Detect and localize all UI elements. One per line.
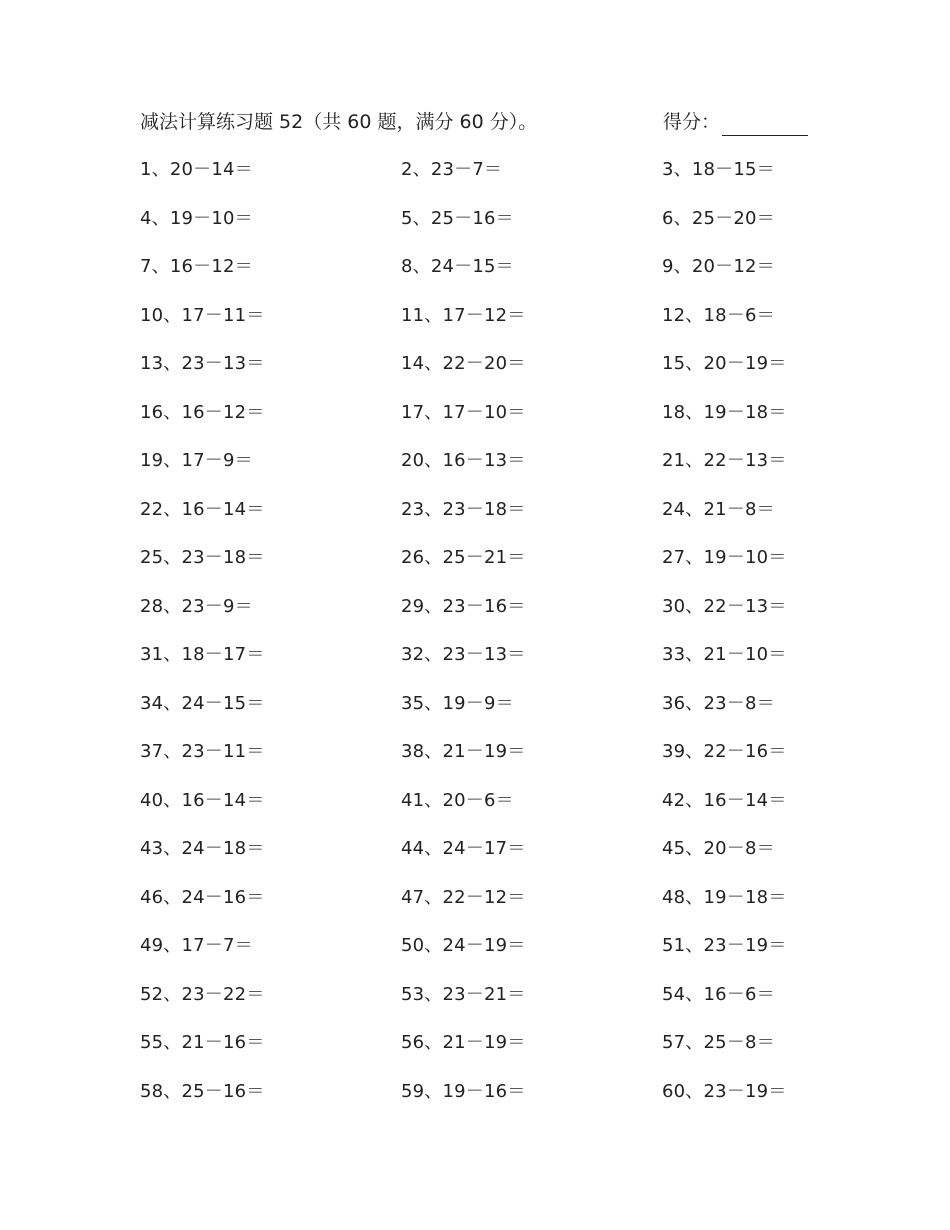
problem-item: 55、21－16＝ [140,1032,265,1053]
problem-item: 40、16－14＝ [140,789,265,811]
problem-item: 57、25－8＝ [662,1032,775,1053]
problem-item: 6、25－20＝ [662,207,775,229]
worksheet-header [140,108,820,136]
problem-item: 38、21－19＝ [401,741,526,762]
problem-item: 7、16－12＝ [140,256,253,277]
problem-item: 31、18－17＝ [140,644,265,665]
problem-item: 18、19－18＝ [662,401,787,423]
problem-item: 35、19－9＝ [401,692,514,714]
problem-item: 26、25－21＝ [401,547,526,568]
problem-item: 45、20－8＝ [662,838,775,859]
problem-item: 58、25－16＝ [140,1080,265,1102]
problem-item: 47、22－12＝ [401,886,526,908]
problem-item: 49、17－7＝ [140,935,253,956]
problem-item: 5、25－16＝ [401,207,514,229]
problem-item: 11、17－12＝ [401,304,526,326]
problem-item: 24、21－8＝ [662,498,775,520]
problem-item: 51、23－19＝ [662,935,787,956]
problem-item: 52、23－22＝ [140,983,265,1005]
problem-item: 21、22－13＝ [662,450,787,471]
problem-item: 27、19－10＝ [662,547,787,568]
problem-item: 16、16－12＝ [140,401,265,423]
problem-item: 23、23－18＝ [401,498,526,520]
problem-item: 28、23－9＝ [140,595,253,617]
problem-item: 22、16－14＝ [140,498,265,520]
problem-item: 46、24－16＝ [140,886,265,908]
problem-item: 60、23－19＝ [662,1080,787,1102]
problem-item: 3、18－15＝ [662,159,775,180]
problem-item: 44、24－17＝ [401,838,526,859]
problem-item: 25、23－18＝ [140,547,265,568]
problem-item: 12、18－6＝ [662,304,775,326]
problem-item: 17、17－10＝ [401,401,526,423]
score-blank-line[interactable] [722,113,808,136]
problem-item: 9、20－12＝ [662,256,775,277]
problem-item: 13、23－13＝ [140,353,265,374]
problem-item: 56、21－19＝ [401,1032,526,1053]
problem-item: 54、16－6＝ [662,983,775,1005]
problem-item: 1、20－14＝ [140,159,253,180]
problem-item: 43、24－18＝ [140,838,265,859]
problem-item: 29、23－16＝ [401,595,526,617]
problem-item: 32、23－13＝ [401,644,526,665]
problem-item: 48、19－18＝ [662,886,787,908]
problem-item: 36、23－8＝ [662,692,775,714]
score-label: 得分： [663,111,721,133]
worksheet-title: 减法计算练习题 52（共 60 题，满分 60 分）。 [140,111,538,133]
problem-item: 30、22－13＝ [662,595,787,617]
problem-item: 42、16－14＝ [662,789,787,811]
problem-item: 39、22－16＝ [662,741,787,762]
problem-item: 4、19－10＝ [140,207,253,229]
problem-item: 2、23－7＝ [401,159,503,180]
score-field [663,108,808,136]
problem-item: 34、24－15＝ [140,692,265,714]
problem-item: 50、24－19＝ [401,935,526,956]
problem-item: 41、20－6＝ [401,789,514,811]
problem-item: 8、24－15＝ [401,256,514,277]
problem-item: 33、21－10＝ [662,644,787,665]
problem-item: 20、16－13＝ [401,450,526,471]
problem-item: 14、22－20＝ [401,353,526,374]
problem-item: 37、23－11＝ [140,741,265,762]
problem-item: 15、20－19＝ [662,353,787,374]
problem-grid [140,155,840,1125]
problem-item: 53、23－21＝ [401,983,526,1005]
problem-item: 59、19－16＝ [401,1080,526,1102]
problem-item: 10、17－11＝ [140,304,265,326]
problem-item: 19、17－9＝ [140,450,253,471]
